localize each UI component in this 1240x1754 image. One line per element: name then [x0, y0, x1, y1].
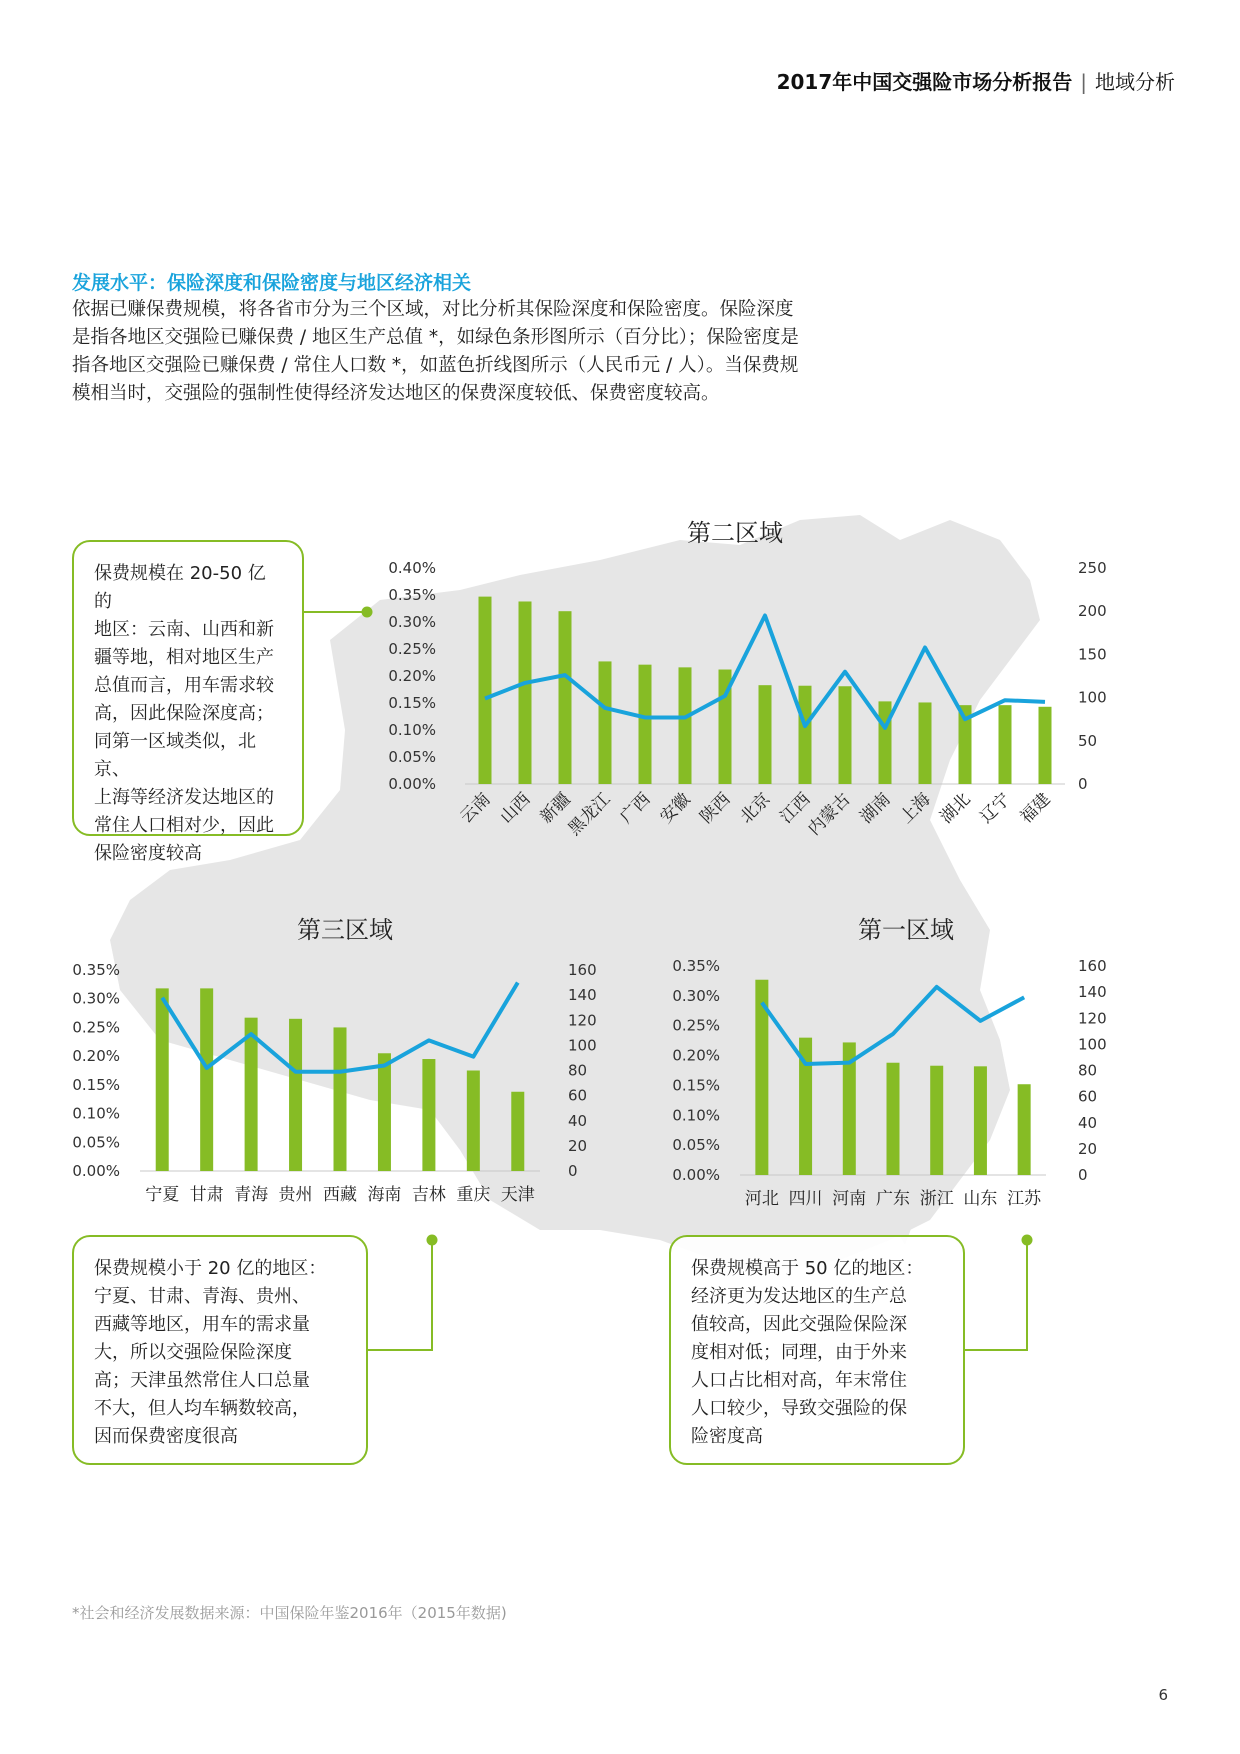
y-left-tick-region3: 0.15%: [72, 1075, 120, 1094]
y-left-tick-region3: 0.30%: [72, 989, 120, 1008]
y-left-tick-region1: 0.20%: [672, 1046, 720, 1065]
y-right-tick-region1: 160: [1078, 957, 1107, 975]
category-label-region2: 广西: [616, 789, 655, 828]
header-separator: |: [1080, 70, 1087, 94]
y-right-tick-region2: 50: [1078, 731, 1098, 750]
y-left-tick-region2: 0.10%: [388, 721, 436, 739]
connector-region1: [965, 1242, 1027, 1350]
category-label-region1: 浙江: [919, 1189, 954, 1209]
connector-dot-region2: [362, 607, 373, 618]
category-label-region2: 福建: [1016, 789, 1055, 828]
category-label-region1: 河南: [832, 1189, 867, 1209]
category-label-region3: 甘肃: [189, 1185, 224, 1205]
y-right-tick-region3: 0: [568, 1162, 578, 1180]
y-right-tick-region2: 150: [1078, 645, 1107, 664]
y-right-tick-region3: 60: [568, 1086, 588, 1105]
connector-dot-region3: [427, 1235, 438, 1246]
section-title: 发展水平：保险深度和保险密度与地区经济相关: [72, 272, 472, 294]
y-left-tick-region3: 0.00%: [72, 1162, 120, 1180]
y-right-tick-region1: 20: [1078, 1139, 1098, 1158]
page-number: 6: [1158, 1686, 1168, 1704]
category-label-region2: 内蒙古: [804, 789, 855, 840]
callout-region1: 保费规模高于 50 亿的地区： 经济更为发达地区的生产总 值较高，因此交强险保险深 度相对低；同理，由于外来 人口占比相对高，年末常住 人口较少，导致交强险的保 险密度高: [669, 1235, 965, 1465]
category-label-region2: 辽宁: [976, 789, 1015, 828]
y-left-tick-region2: 0.40%: [388, 559, 436, 577]
y-right-tick-region2: 100: [1078, 688, 1107, 707]
y-right-tick-region3: 20: [568, 1136, 588, 1155]
y-left-tick-region1: 0.30%: [672, 986, 720, 1005]
y-left-tick-region1: 0.35%: [672, 957, 720, 975]
category-label-region2: 湖南: [856, 789, 895, 828]
y-left-tick-region1: 0.05%: [672, 1136, 720, 1155]
category-label-region2: 安徽: [656, 789, 695, 828]
y-left-tick-region2: 0.15%: [388, 694, 436, 712]
category-label-region2: 黑龙江: [564, 789, 615, 840]
y-right-tick-region1: 100: [1078, 1035, 1107, 1054]
category-label-region2: 江西: [776, 789, 815, 828]
y-left-tick-region1: 0.25%: [672, 1016, 720, 1035]
y-right-tick-region1: 140: [1078, 983, 1107, 1002]
category-label-region1: 山东: [963, 1189, 998, 1209]
category-label-region2: 湖北: [936, 789, 975, 828]
footnote: *社会和经济发展数据来源：中国保险年鉴2016年（2015年数据): [72, 1604, 507, 1622]
chart-title-region2: 第二区域: [687, 519, 783, 547]
y-right-tick-region1: 60: [1078, 1087, 1098, 1106]
category-label-region2: 陕西: [696, 789, 735, 828]
chart-title-region3: 第三区域: [297, 916, 393, 944]
y-left-tick-region2: 0.25%: [388, 640, 436, 658]
category-label-region3: 青海: [234, 1185, 269, 1205]
category-label-region1: 广东: [876, 1189, 910, 1209]
category-label-region1: 江苏: [1007, 1189, 1042, 1209]
y-left-tick-region3: 0.20%: [72, 1047, 120, 1066]
y-right-tick-region1: 80: [1078, 1061, 1098, 1080]
category-label-region2: 新疆: [536, 789, 575, 828]
y-right-tick-region3: 100: [568, 1036, 597, 1055]
category-label-region2: 山西: [496, 789, 535, 828]
y-left-tick-region2: 0.30%: [388, 613, 436, 631]
y-right-tick-region3: 160: [568, 961, 597, 979]
y-left-tick-region1: 0.00%: [672, 1166, 720, 1184]
y-left-tick-region2: 0.05%: [388, 748, 436, 766]
y-right-tick-region1: 0: [1078, 1166, 1088, 1184]
header-section: 地域分析: [1095, 70, 1175, 94]
category-label-region3: 天津: [500, 1185, 535, 1205]
y-right-tick-region1: 40: [1078, 1113, 1098, 1132]
category-label-region1: 四川: [788, 1189, 823, 1209]
y-left-tick-region1: 0.15%: [672, 1076, 720, 1095]
y-right-tick-region2: 0: [1078, 775, 1088, 793]
y-left-tick-region3: 0.25%: [72, 1018, 120, 1037]
category-label-region3: 贵州: [278, 1185, 313, 1205]
y-left-tick-region3: 0.10%: [72, 1104, 120, 1123]
y-left-tick-region2: 0.20%: [388, 667, 436, 685]
y-right-tick-region3: 120: [568, 1011, 597, 1030]
category-label-region3: 海南: [367, 1185, 402, 1205]
y-right-tick-region3: 140: [568, 986, 597, 1005]
category-label-region3: 吉林: [411, 1185, 446, 1205]
category-label-region3: 西藏: [323, 1185, 357, 1205]
y-right-tick-region2: 250: [1078, 559, 1107, 577]
y-left-tick-region1: 0.10%: [672, 1106, 720, 1125]
y-left-tick-region2: 0.35%: [388, 586, 436, 604]
category-label-region1: 河北: [744, 1189, 779, 1209]
y-left-tick-region3: 0.05%: [72, 1133, 120, 1152]
category-label-region3: 重庆: [456, 1185, 491, 1205]
intro-paragraph: 依据已赚保费规模，将各省市分为三个区域，对比分析其保险深度和保险密度。保险深度是指各地区交强险已赚保费 / 地区生产总值 *，如绿色条形图所示（百分比）；保险密度是指各地区交强险已赚保费 / 常住人口数 *，如蓝色折线图所示（人民币元 / 人）。当保费规模相当时，交强险的强制性使得经济发达地区的保费深度较低、保费密度较高。: [72, 299, 799, 404]
chart-title-region1: 第一区域: [858, 916, 954, 944]
category-label-region2: 北京: [736, 789, 775, 828]
category-label-region3: 宁夏: [145, 1185, 180, 1205]
y-left-tick-region3: 0.35%: [72, 961, 120, 979]
category-label-region2: 上海: [896, 789, 935, 828]
connector-region3: [368, 1242, 432, 1350]
category-label-region2: 云南: [456, 789, 495, 828]
y-right-tick-region2: 200: [1078, 602, 1107, 621]
y-right-tick-region3: 80: [568, 1061, 588, 1080]
y-right-tick-region1: 120: [1078, 1009, 1107, 1028]
callout-region3: 保费规模小于 20 亿的地区： 宁夏、甘肃、青海、贵州、 西藏等地区，用车的需求量 大，所以交强险保险深度 高；天津虽然常住人口总量 不大，但人均车辆数较高， 因而保费密度很高: [72, 1235, 368, 1465]
connector-dot-region1: [1022, 1235, 1033, 1246]
y-right-tick-region3: 40: [568, 1111, 588, 1130]
y-left-tick-region2: 0.00%: [388, 775, 436, 793]
report-title: 2017年中国交强险市场分析报告: [776, 70, 1073, 94]
callout-region2: 保费规模在 20-50 亿的 地区：云南、山西和新 疆等地，相对地区生产 总值而言，用车需求较 高，因此保险深度高； 同第一区域类似，北京、 上海等经济发达地区的 常住人口相对少，因此 保险密度较高: [72, 540, 304, 836]
